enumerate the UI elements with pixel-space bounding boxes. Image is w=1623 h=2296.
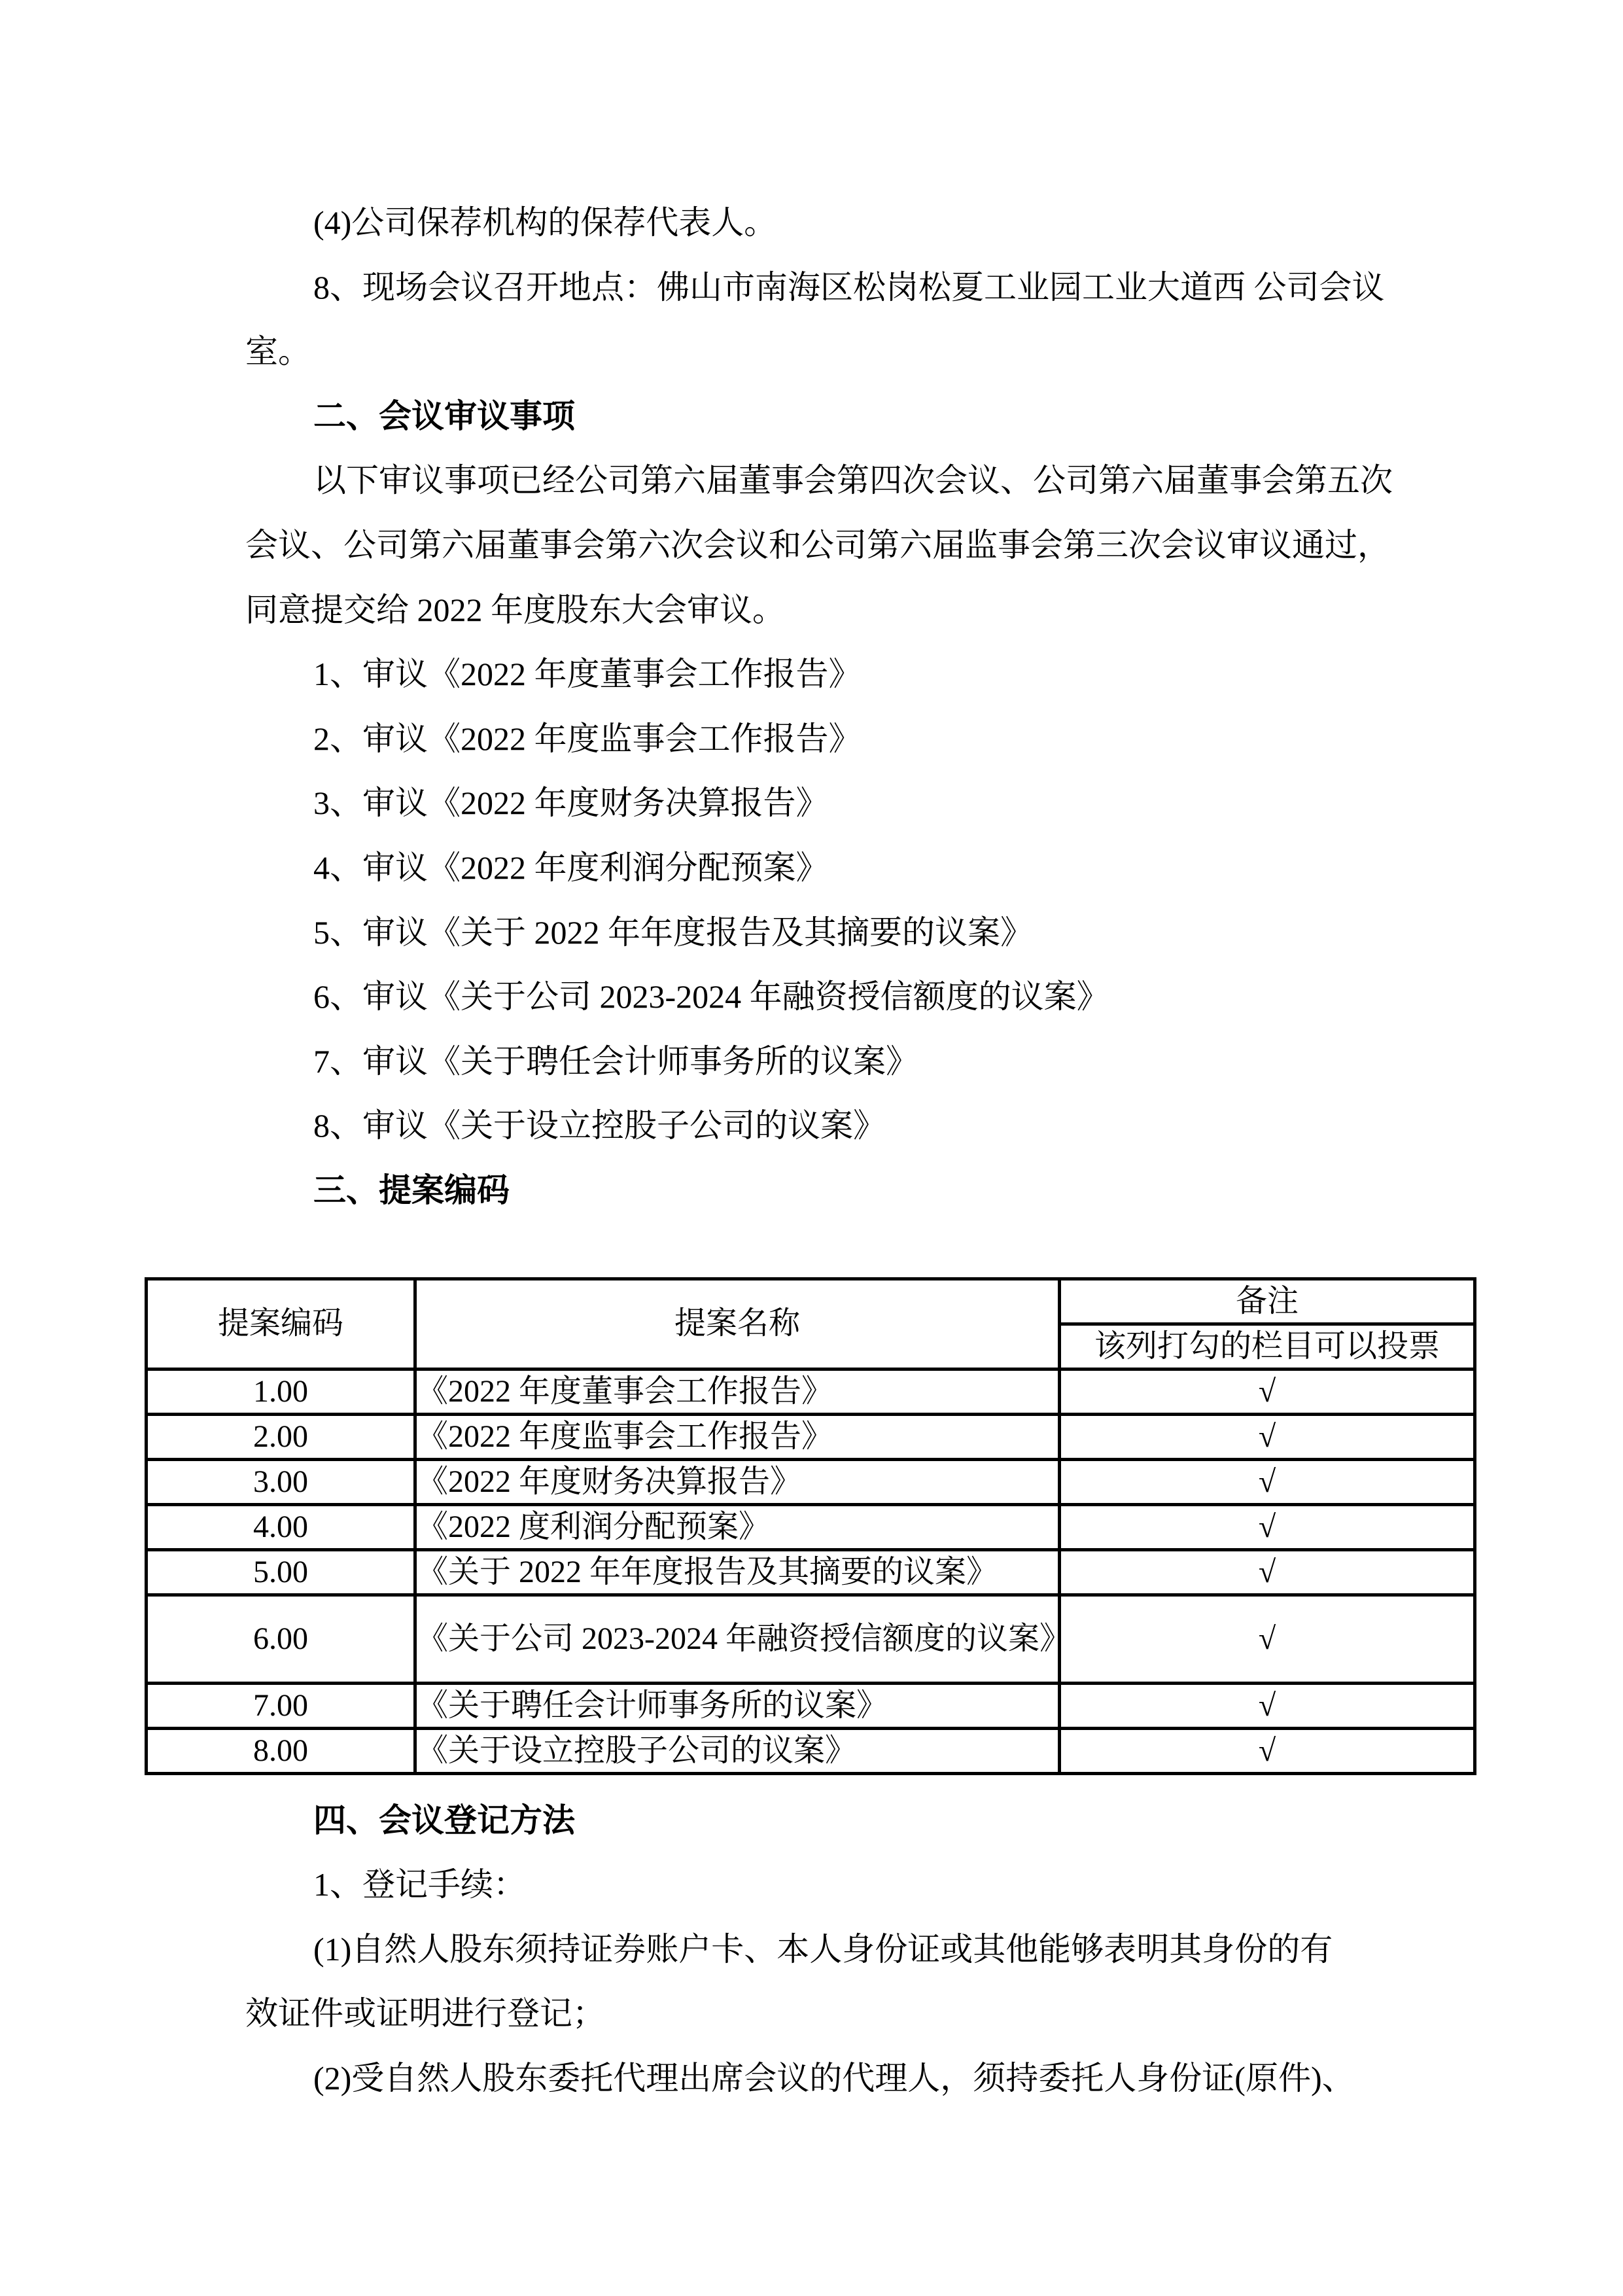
paragraph-review-intro-2: 会议、公司第六届董事会第六次会议和公司第六届监事会第三次会议审议通过， xyxy=(245,526,1390,563)
proposal-code-cell: 7.00 xyxy=(147,1683,415,1728)
paragraph-natural-person-2: 效证件或证明进行登记； xyxy=(245,1995,605,2032)
paragraph-registration-procedure: 1、登记手续： xyxy=(313,1866,526,1903)
col-header-proposal-code: 提案编码 xyxy=(147,1279,415,1369)
list-item-6: 6、审议《关于公司 2023-2024 年融资授信额度的议案》 xyxy=(313,978,1109,1016)
table-row xyxy=(147,1595,1475,1683)
list-item-2: 2、审议《2022 年度监事会工作报告》 xyxy=(313,720,862,757)
table-row xyxy=(147,1728,1475,1773)
vote-check-cell: √ xyxy=(1060,1683,1475,1728)
col-header-proposal-name: 提案名称 xyxy=(415,1279,1060,1369)
list-item-8: 8、审议《关于设立控股子公司的议案》 xyxy=(313,1107,886,1144)
vote-check-cell: √ xyxy=(1060,1728,1475,1773)
list-item-1: 1、审议《2022 年度董事会工作报告》 xyxy=(313,656,862,693)
table-row xyxy=(147,1369,1475,1414)
paragraph-proxy-registration: (2)受自然人股东委托代理出席会议的代理人，须持委托人身份证(原件)、 xyxy=(313,2059,1355,2096)
vote-check-cell: √ xyxy=(1060,1459,1475,1504)
proposal-name-cell: 《关于公司 2023-2024 年融资授信额度的议案》 xyxy=(415,1595,1060,1683)
list-item-5: 5、审议《关于 2022 年年度报告及其摘要的议案》 xyxy=(313,913,1033,951)
proposal-code-cell: 6.00 xyxy=(147,1595,415,1683)
proposal-name-cell: 《2022 年度财务决算报告》 xyxy=(415,1459,1060,1504)
proposal-name-cell: 《关于聘任会计师事务所的议案》 xyxy=(415,1683,1060,1728)
table-row xyxy=(147,1683,1475,1728)
vote-check-cell: √ xyxy=(1060,1549,1475,1595)
section-heading-proposal-codes: 三、提案编码 xyxy=(313,1171,510,1209)
list-item-3: 3、审议《2022 年度财务决算报告》 xyxy=(313,785,829,822)
col-header-remark: 备注 xyxy=(1060,1279,1475,1324)
proposal-code-cell: 2.00 xyxy=(147,1414,415,1459)
proposal-name-cell: 《关于 2022 年年度报告及其摘要的议案》 xyxy=(415,1549,1060,1595)
paragraph-natural-person-1: (1)自然人股东须持证券账户卡、本人身份证或其他能够表明其身份的有 xyxy=(313,1930,1333,1968)
vote-check-cell: √ xyxy=(1060,1504,1475,1549)
vote-check-cell: √ xyxy=(1060,1369,1475,1414)
col-header-remark-note: 该列打勾的栏目可以投票 xyxy=(1060,1324,1475,1369)
paragraph-meeting-location: 8、现场会议召开地点：佛山市南海区松岗松夏工业园工业大道西 公司会议 xyxy=(313,268,1385,306)
list-item-4: 4、审议《2022 年度利润分配预案》 xyxy=(313,849,829,886)
paragraph-review-intro-3: 同意提交给 2022 年度股东大会审议。 xyxy=(245,591,785,628)
proposal-name-cell: 《关于设立控股子公司的议案》 xyxy=(415,1728,1060,1773)
paragraph-review-intro-1: 以下审议事项已经公司第六届董事会第四次会议、公司第六届董事会第五次 xyxy=(313,462,1393,499)
proposal-name-cell: 《2022 年度监事会工作报告》 xyxy=(415,1414,1060,1459)
proposal-code-cell: 1.00 xyxy=(147,1369,415,1414)
proposal-code-cell: 8.00 xyxy=(147,1728,415,1773)
paragraph-meeting-location-wrap: 室。 xyxy=(245,333,311,370)
list-item-7: 7、审议《关于聘任会计师事务所的议案》 xyxy=(313,1042,918,1080)
section-heading-registration-method: 四、会议登记方法 xyxy=(313,1801,575,1839)
proposal-name-cell: 《2022 年度董事会工作报告》 xyxy=(415,1369,1060,1414)
proposal-table xyxy=(145,1277,1476,1775)
proposal-name-cell: 《2022 度利润分配预案》 xyxy=(415,1504,1060,1549)
table-row xyxy=(147,1459,1475,1504)
registration-section xyxy=(0,1788,1623,2111)
vote-check-cell: √ xyxy=(1060,1595,1475,1683)
proposal-code-cell: 3.00 xyxy=(147,1459,415,1504)
proposal-code-cell: 5.00 xyxy=(147,1549,415,1595)
table-row xyxy=(147,1504,1475,1549)
table-row xyxy=(147,1549,1475,1595)
vote-check-cell: √ xyxy=(1060,1414,1475,1459)
proposal-code-cell: 4.00 xyxy=(147,1504,415,1549)
section-heading-review-items: 二、会议审议事项 xyxy=(313,397,575,434)
table-row xyxy=(147,1414,1475,1459)
paragraph-sponsor-representative: (4)公司保荐机构的保荐代表人。 xyxy=(313,204,777,241)
